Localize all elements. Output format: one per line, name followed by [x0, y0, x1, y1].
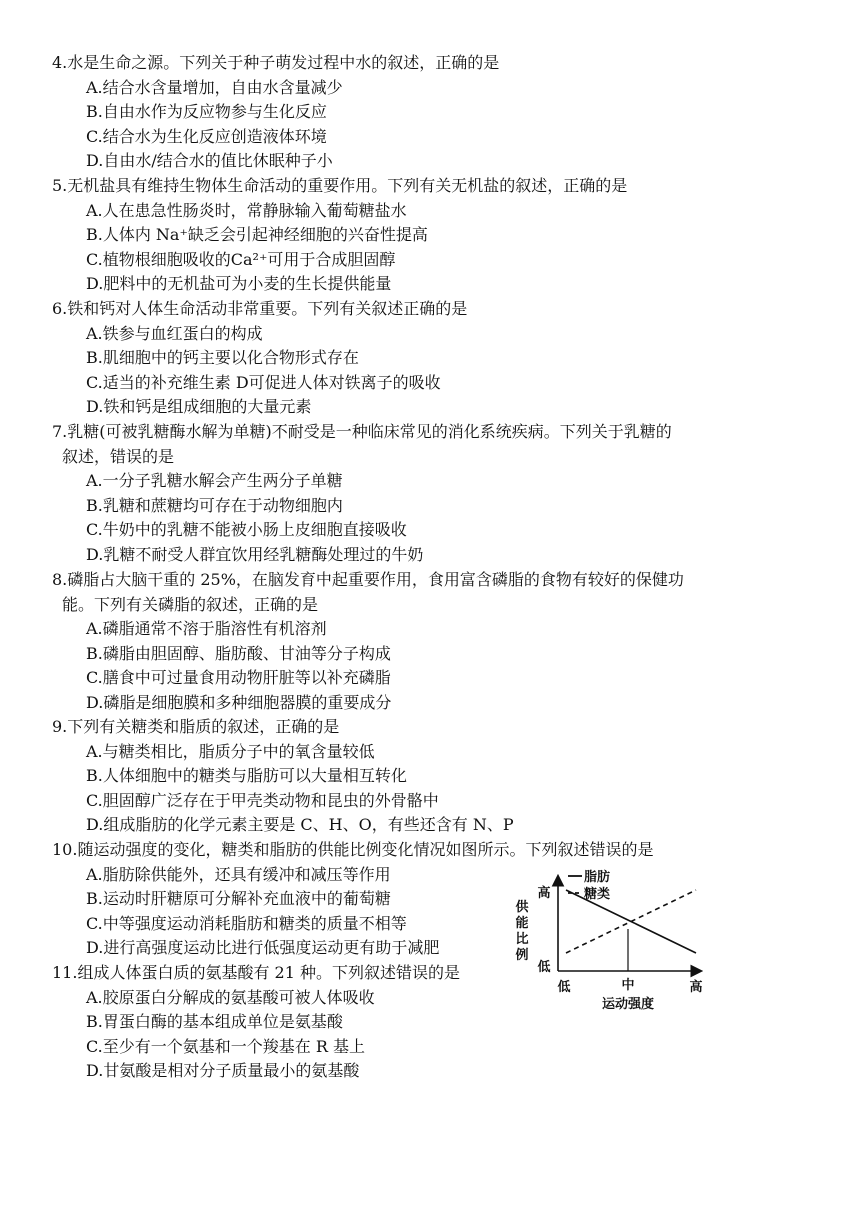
question-stem-continued: 叙述，错误的是 — [62, 446, 175, 466]
option-c: C.胆固醇广泛存在于甲壳类动物和昆虫的外骨骼中 — [86, 790, 439, 810]
question-stem: 11.组成人体蛋白质的氨基酸有 21 种。下列叙述错误的是 — [52, 963, 460, 982]
option-d: D.甘氨酸是相对分子质量最小的氨基酸 — [86, 1061, 360, 1081]
option-d: D.进行高强度运动比进行低强度运动更有助于减肥 — [86, 938, 440, 958]
question-9 — [52, 715, 514, 838]
y-axis-label-char: 例 — [515, 948, 529, 963]
question-5 — [52, 174, 627, 297]
question-4 — [52, 51, 499, 174]
y-tick-low: 低 — [537, 960, 551, 975]
legend-fat-label: 脂肪 — [584, 870, 611, 885]
option-a: A.一分子乳糖水解会产生两分子单糖 — [86, 471, 343, 491]
option-b: B.胃蛋白酶的基本组成单位是氨基酸 — [86, 1012, 343, 1032]
energy-ratio-chart — [508, 855, 720, 1015]
option-d: D.组成脂肪的化学元素主要是 C、H、O，有些还含有 N、P — [86, 815, 514, 835]
question-7 — [52, 420, 672, 568]
option-d: D.自由水/结合水的值比休眠种子小 — [86, 151, 333, 171]
question-stem-continued: 能。下列有关磷脂的叙述，正确的是 — [62, 594, 319, 614]
x-tick-mid: 中 — [621, 978, 635, 993]
question-stem: 10.随运动强度的变化，糖类和脂肪的供能比例变化情况如图所示。下列叙述错误的是 — [52, 840, 654, 859]
option-c: C.牛奶中的乳糖不能被小肠上皮细胞直接吸收 — [86, 520, 407, 540]
option-c: C.植物根细胞吸收的Ca²⁺可用于合成胆固醇 — [86, 249, 396, 269]
y-axis-label — [515, 899, 529, 963]
option-b: B.人体内 Na⁺缺乏会引起神经细胞的兴奋性提高 — [86, 225, 428, 245]
question-stem: 6.铁和钙对人体生命活动非常重要。下列有关叙述正确的是 — [52, 299, 468, 318]
option-b: B.运动时肝糖原可分解补充血液中的葡萄糖 — [86, 889, 391, 909]
question-stem: 7.乳糖(可被乳糖酶水解为单糖)不耐受是一种临床常见的消化系统疾病。下列关于乳糖的 — [52, 422, 672, 441]
question-11 — [52, 961, 460, 1084]
option-b: B.乳糖和蔗糖均可存在于动物细胞内 — [86, 495, 343, 515]
x-tick-low: 低 — [557, 980, 571, 995]
question-stem: 9.下列有关糖类和脂质的叙述，正确的是 — [52, 717, 340, 736]
option-b: B.磷脂由胆固醇、脂肪酸、甘油等分子构成 — [86, 643, 391, 663]
option-a: A.胶原蛋白分解成的氨基酸可被人体吸收 — [86, 987, 375, 1007]
y-tick-high: 高 — [537, 886, 551, 901]
option-a: A.脂肪除供能外，还具有缓冲和减压等作用 — [86, 864, 391, 884]
option-b: B.自由水作为反应物参与生化反应 — [86, 102, 327, 122]
question-stem: 8.磷脂占大脑干重的 25%，在脑发育中起重要作用，食用富含磷脂的食物有较好的保健功 — [52, 570, 684, 589]
option-c: C.中等强度运动消耗脂肪和糖类的质量不相等 — [86, 913, 407, 933]
question-6 — [52, 297, 467, 420]
option-a: A.磷脂通常不溶于脂溶性有机溶剂 — [86, 619, 327, 639]
option-a: A.铁参与血红蛋白的构成 — [86, 323, 263, 343]
question-stem: 5.无机盐具有维持生物体生命活动的重要作用。下列有关无机盐的叙述，正确的是 — [52, 176, 628, 195]
y-axis-label-char: 能 — [515, 916, 529, 931]
legend-sugar-label: 糖类 — [584, 887, 611, 902]
series-layer — [566, 890, 696, 953]
x-axis-label: 运动强度 — [601, 997, 655, 1012]
option-b: B.肌细胞中的钙主要以化合物形式存在 — [86, 348, 359, 368]
option-c: C.至少有一个氨基和一个羧基在 R 基上 — [86, 1036, 365, 1056]
question-stem: 4.水是生命之源。下列关于种子萌发过程中水的叙述，正确的是 — [52, 53, 500, 72]
option-b: B.人体细胞中的糖类与脂肪可以大量相互转化 — [86, 766, 407, 786]
y-axis-label-char: 比 — [515, 932, 529, 947]
y-axis-label-char: 供 — [515, 900, 529, 915]
option-a: A.结合水含量增加，自由水含量减少 — [86, 77, 343, 97]
option-c: C.膳食中可过量食用动物肝脏等以补充磷脂 — [86, 668, 391, 688]
question-8 — [52, 568, 684, 716]
option-d: D.磷脂是细胞膜和多种细胞器膜的重要成分 — [86, 692, 392, 712]
option-c: C.适当的补充维生素 D可促进人体对铁离子的吸收 — [86, 372, 441, 392]
option-a: A.人在患急性肠炎时，常静脉输入葡萄糖盐水 — [86, 200, 407, 220]
option-d: D.铁和钙是组成细胞的大量元素 — [86, 397, 312, 417]
option-a: A.与糖类相比，脂质分子中的氧含量较低 — [86, 741, 375, 761]
option-c: C.结合水为生化反应创造液体环境 — [86, 126, 327, 146]
x-tick-high: 高 — [689, 980, 703, 995]
option-d: D.肥料中的无机盐可为小麦的生长提供能量 — [86, 274, 392, 294]
option-d: D.乳糖不耐受人群宜饮用经乳糖酶处理过的牛奶 — [86, 544, 424, 564]
